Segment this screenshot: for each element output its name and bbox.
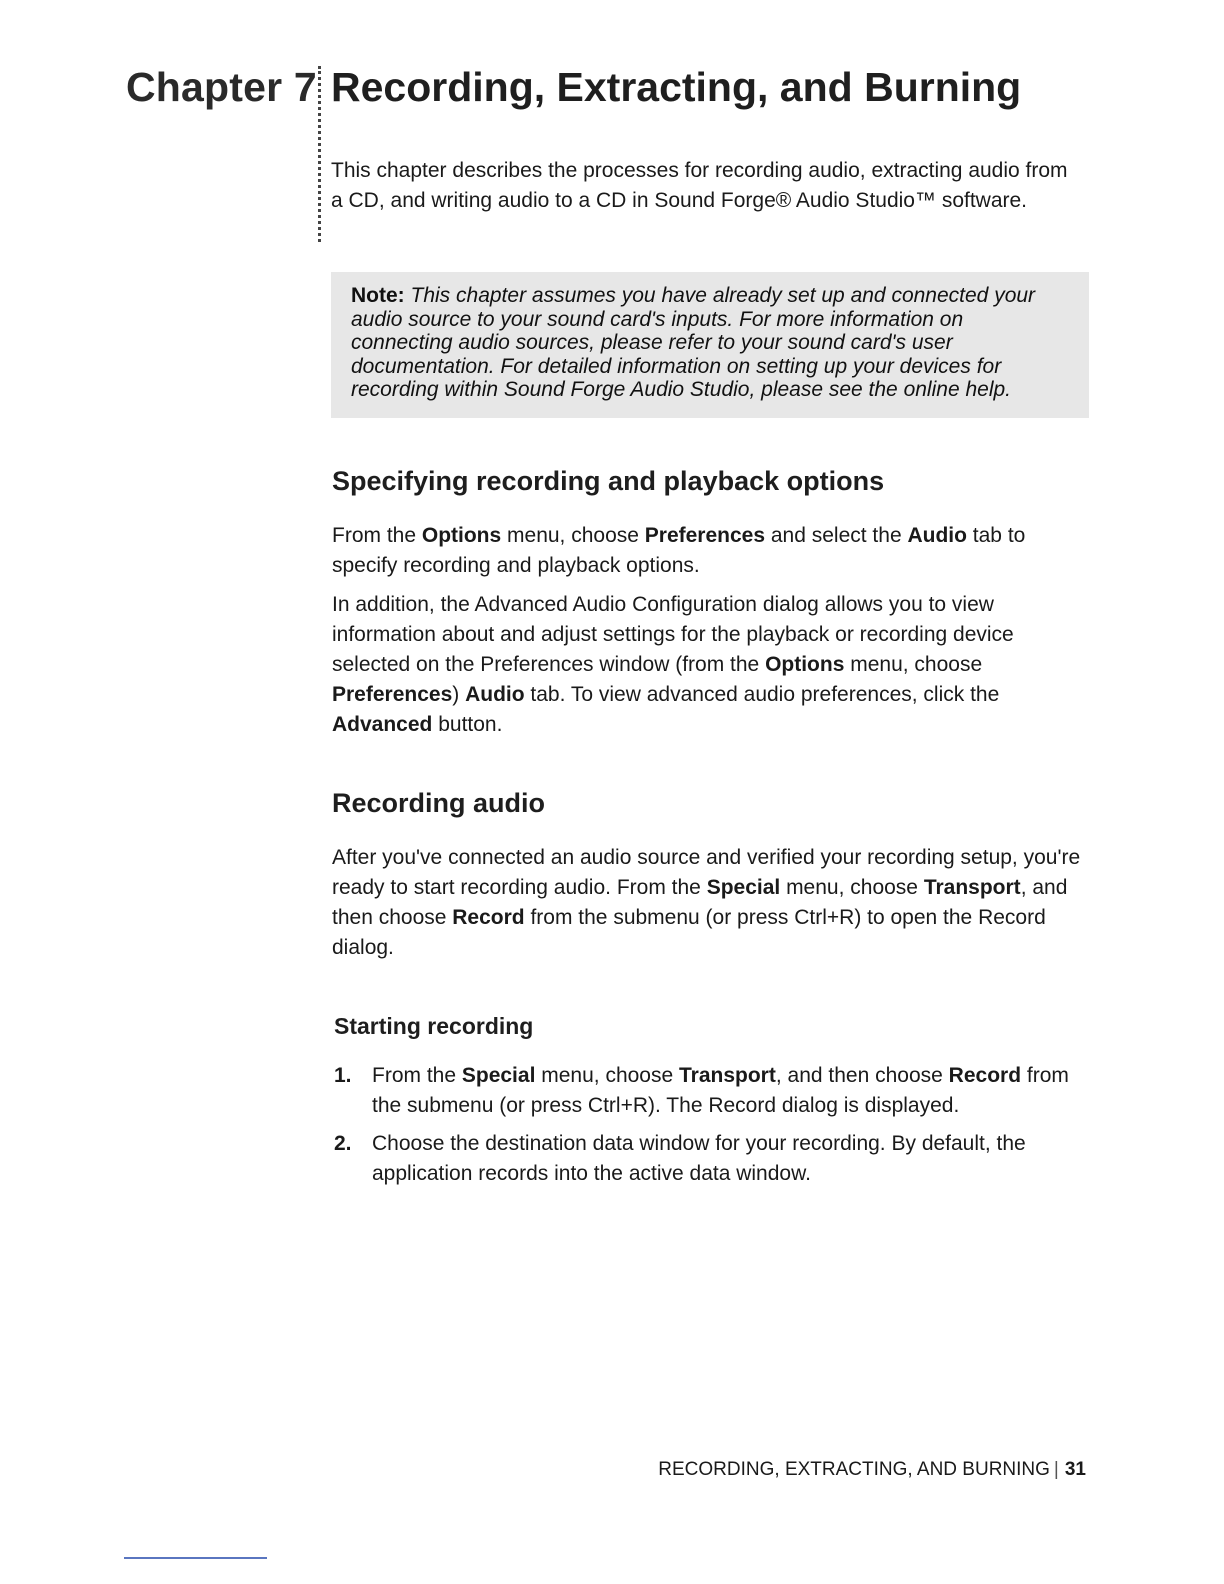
menu-term-options: Options [765, 653, 845, 676]
text-run: After you've connected an audio source and verified your recording setup, you're ready to start recording audio. From the [332, 846, 1081, 899]
menu-term-record: Record [452, 906, 525, 929]
text-run: menu, choose [535, 1064, 679, 1087]
menu-term-special: Special [461, 1064, 536, 1087]
text-run: , and then choose [775, 1064, 949, 1087]
text-run: menu, choose [501, 524, 645, 547]
menu-term-transport: Transport [923, 876, 1021, 899]
menu-term-preferences: Preferences [332, 683, 453, 706]
text-run: ) [452, 683, 466, 706]
text-run: From the [332, 524, 422, 547]
text-run: and select the [765, 524, 908, 547]
page-footer [658, 1459, 1086, 1481]
step-text [372, 1061, 1089, 1121]
note-text [351, 284, 1069, 402]
text-run: In addition, the Advanced Audio Configuration dialog allows you to view information about and adjust settings for the playback or recording device selected on the Preferences window (from the [332, 593, 1014, 676]
step-number: 2. [334, 1132, 352, 1155]
bottom-rule [124, 1557, 267, 1559]
step-number: 1. [334, 1064, 352, 1087]
text-run: from the submenu (or press Ctrl+R) to open the Record dialog. [332, 906, 1046, 959]
menu-term-preferences: Preferences [644, 524, 766, 547]
menu-term-options: Options [421, 524, 502, 547]
text-run: menu, choose [844, 653, 983, 676]
intro-paragraph: This chapter describes the processes for recording audio, extracting audio from a CD, and writing audio to a CD in Sound Forge® Audio Studio™ software. [331, 159, 1068, 212]
step-text: Choose the destination data window for your recording. By default, the application records into the active data window. [372, 1132, 1026, 1185]
running-head: RECORDING, EXTRACTING, AND BURNING [658, 1459, 1050, 1480]
tab-term-audio: Audio [907, 524, 967, 547]
page-number: 31 [1064, 1459, 1086, 1480]
options-paragraph-1 [332, 521, 1087, 581]
text-run: from the submenu (or press Ctrl+R). The Record dialog is displayed. [372, 1064, 1069, 1117]
chapter-label: Chapter 7 [126, 64, 317, 110]
text-run: , and then choose [332, 876, 1068, 929]
section-heading-options: Specifying recording and playback options [332, 466, 885, 496]
text-run: menu, choose [780, 876, 924, 899]
menu-term-transport: Transport [679, 1064, 776, 1087]
note-box [331, 272, 1089, 418]
footer-separator: | [1053, 1459, 1059, 1480]
note-body: This chapter assumes you have already set up and connected your audio source to your sound card's inputs. For more information on connecting audio sources, please refer to your sound card's user documentation. For detailed information on setting up your devices for recording within Sound Forge Audio Studio, please see the online help. [351, 284, 1036, 401]
menu-term-record: Record [948, 1064, 1022, 1087]
chapter-divider [318, 66, 321, 242]
text-run: tab to specify recording and playback options. [332, 524, 1026, 577]
text-run: button. [432, 713, 503, 736]
step-item [334, 1061, 1089, 1121]
text-run: From the [372, 1064, 462, 1087]
tab-term-audio: Audio [465, 683, 525, 706]
text-run: tab. To view advanced audio preferences, click the [524, 683, 1000, 706]
chapter-title: Recording, Extracting, and Burning [331, 64, 1022, 110]
button-term-advanced: Advanced [332, 713, 433, 736]
step-item [334, 1129, 1089, 1189]
section-heading-recording: Recording audio [332, 788, 546, 818]
subsection-heading-starting: Starting recording [334, 1013, 534, 1039]
note-lead: Note: [351, 284, 405, 307]
options-paragraph-2 [332, 590, 1087, 740]
menu-term-special: Special [706, 876, 781, 899]
recording-paragraph [332, 843, 1087, 963]
